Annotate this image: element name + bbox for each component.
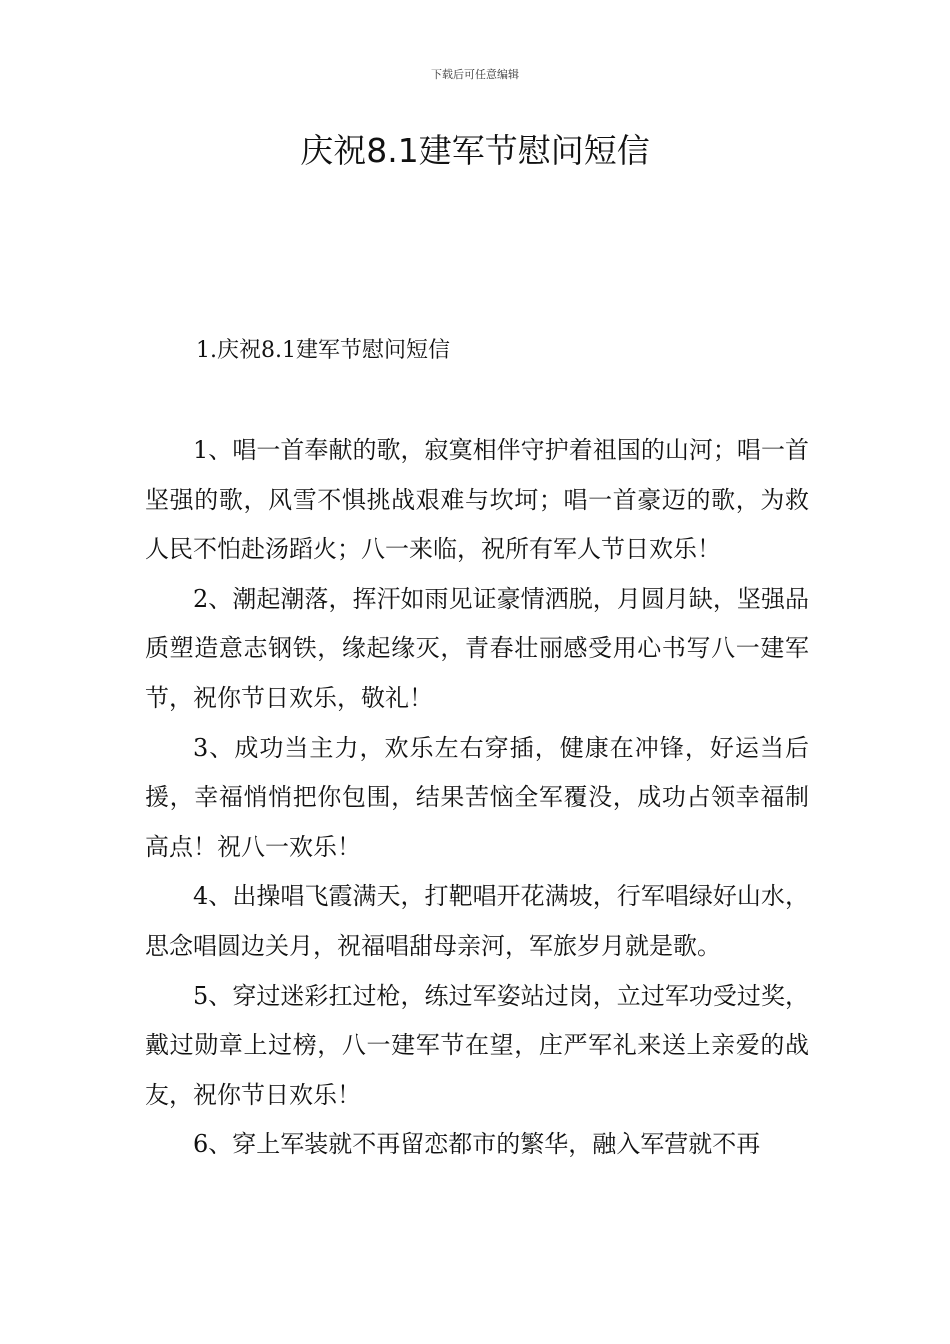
document-body <box>145 426 809 1170</box>
paragraph-5: 5、穿过迷彩扛过枪，练过军姿站过岗，立过军功受过奖，戴过勋章上过榜，八一建军节在望，庄严军礼来送上亲爱的战友，祝你节日欢乐！ <box>145 981 809 1109</box>
paragraph-6: 6、穿上军装就不再留恋都市的繁华，融入军营就不再 <box>193 1130 761 1159</box>
paragraph-2: 2、潮起潮落，挥汗如雨见证豪情洒脱，月圆月缺，坚强品质塑造意志钢铁，缘起缘灭，青春壮丽感受用心书写八一建军节，祝你节日欢乐，敬礼！ <box>145 584 809 712</box>
paragraph-4: 4、出操唱飞霞满天，打靶唱开花满坡，行军唱绿好山水，思念唱圆边关月，祝福唱甜母亲河，军旅岁月就是歌。 <box>145 882 809 960</box>
paragraph-1: 1、唱一首奉献的歌，寂寞相伴守护着祖国的山河；唱一首坚强的歌，风雪不惧挑战艰难与坎坷；唱一首豪迈的歌，为救人民不怕赴汤蹈火；八一来临，祝所有军人节日欢乐！ <box>145 436 809 564</box>
header-note: 下载后可任意编辑 <box>431 68 519 81</box>
section-heading: 1.庆祝8.1建军节慰问短信 <box>196 338 450 363</box>
document-title: 庆祝8.1建军节慰问短信 <box>300 131 650 170</box>
paragraph-3: 3、成功当主力，欢乐左右穿插，健康在冲锋，好运当后援，幸福悄悄把你包围，结果苦恼全军覆没，成功占领幸福制高点！祝八一欢乐！ <box>145 733 809 861</box>
